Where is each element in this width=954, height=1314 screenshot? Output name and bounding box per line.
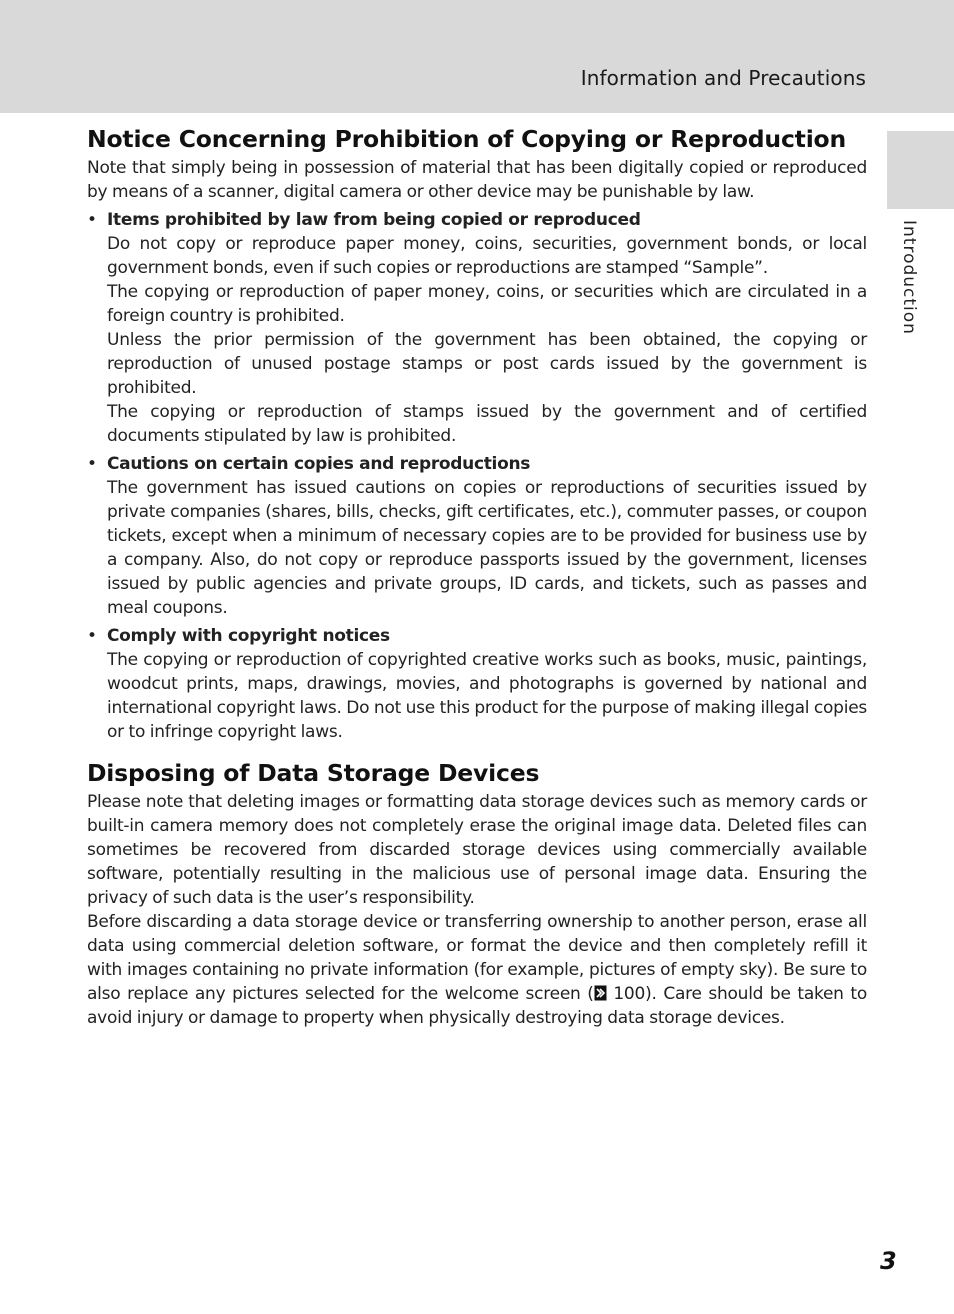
list-item bbox=[87, 452, 867, 620]
disposing-paragraph: Please note that deleting images or formatting data storage devices such as memory cards or built-in camera memory does not completely erase the original image data. Deleted files can sometimes be recovered from discarded storage devices using commercially available software, potentially resulting in the malicious use of personal image data. Ensuring the privacy of such data is the user’s responsibility. bbox=[87, 792, 867, 908]
chapter-tab bbox=[887, 131, 954, 209]
list-item-paragraph: Do not copy or reproduce paper money, coins, securities, government bonds, or local government bonds, even if such copies or reproductions are stamped “Sample”. bbox=[107, 234, 867, 278]
list-item-title: Cautions on certain copies and reproductions bbox=[107, 454, 531, 474]
list-item-title: Comply with copyright notices bbox=[107, 626, 390, 646]
section-heading-disposing: Disposing of Data Storage Devices bbox=[87, 759, 540, 787]
list-item bbox=[87, 624, 867, 744]
list-item-paragraph: The copying or reproduction of paper money, coins, or securities which are circulated in a foreign country is prohibited. bbox=[107, 282, 867, 326]
page-number: 3 bbox=[880, 1247, 897, 1275]
chapter-tab-label: Introduction bbox=[899, 220, 919, 335]
bullet-icon: • bbox=[87, 454, 98, 474]
disposing-text: Before discarding a data storage device or transferring ownership to another person, erase all data using commercial deletion software, or format the device and then completely refill it with images containing no private information (for example, pictures of empty sky). Be sure to also replace any pictures selected for the welcome screen ( bbox=[87, 912, 867, 1004]
page-reference-icon bbox=[594, 984, 607, 1004]
page-reference-number: 100 bbox=[606, 984, 646, 1004]
section-heading-copying: Notice Concerning Prohibition of Copying or Reproduction bbox=[87, 125, 847, 153]
section-intro: Note that simply being in possession of material that has been digitally copied or reproduced by means of a scanner, digital camera or other device may be punishable by law. bbox=[87, 158, 867, 202]
bullet-list bbox=[87, 208, 867, 744]
bullet-icon: • bbox=[87, 210, 98, 230]
list-item-paragraph: Unless the prior permission of the government has been obtained, the copying or reproduction of unused postage stamps or post cards issued by the government is prohibited. bbox=[107, 330, 867, 398]
list-item-title: Items prohibited by law from being copied or reproduced bbox=[107, 210, 641, 230]
section-title: Information and Precautions bbox=[580, 66, 866, 90]
list-item bbox=[87, 208, 867, 448]
header-band bbox=[0, 0, 954, 113]
disposing-text: ). Care should be taken to avoid injury or damage to property when physically destroying data storage devices. bbox=[87, 984, 867, 1028]
list-item-paragraph: The government has issued cautions on copies or reproductions of securities issued by private companies (shares, bills, checks, gift certificates, etc.), commuter passes, or coupon tickets, except when a minimum of necessary copies are to be provided for business use by a company. Also, do not copy or reproduce passports issued by the government, licenses issued by public agencies and private groups, ID cards, and tickets, such as passes and meal coupons. bbox=[107, 478, 867, 618]
list-item-paragraph: The copying or reproduction of copyrighted creative works such as books, music, paintings, woodcut prints, maps, drawings, movies, and photographs is governed by national and international copyright laws. Do not use this product for the purpose of making illegal copies or to infringe copyright laws. bbox=[107, 650, 868, 742]
disposing-paragraph bbox=[87, 910, 867, 1030]
list-item-paragraph: The copying or reproduction of stamps issued by the government and of certified documents stipulated by law is prohibited. bbox=[107, 402, 867, 446]
bullet-icon: • bbox=[87, 626, 98, 646]
page-content bbox=[87, 122, 867, 1030]
